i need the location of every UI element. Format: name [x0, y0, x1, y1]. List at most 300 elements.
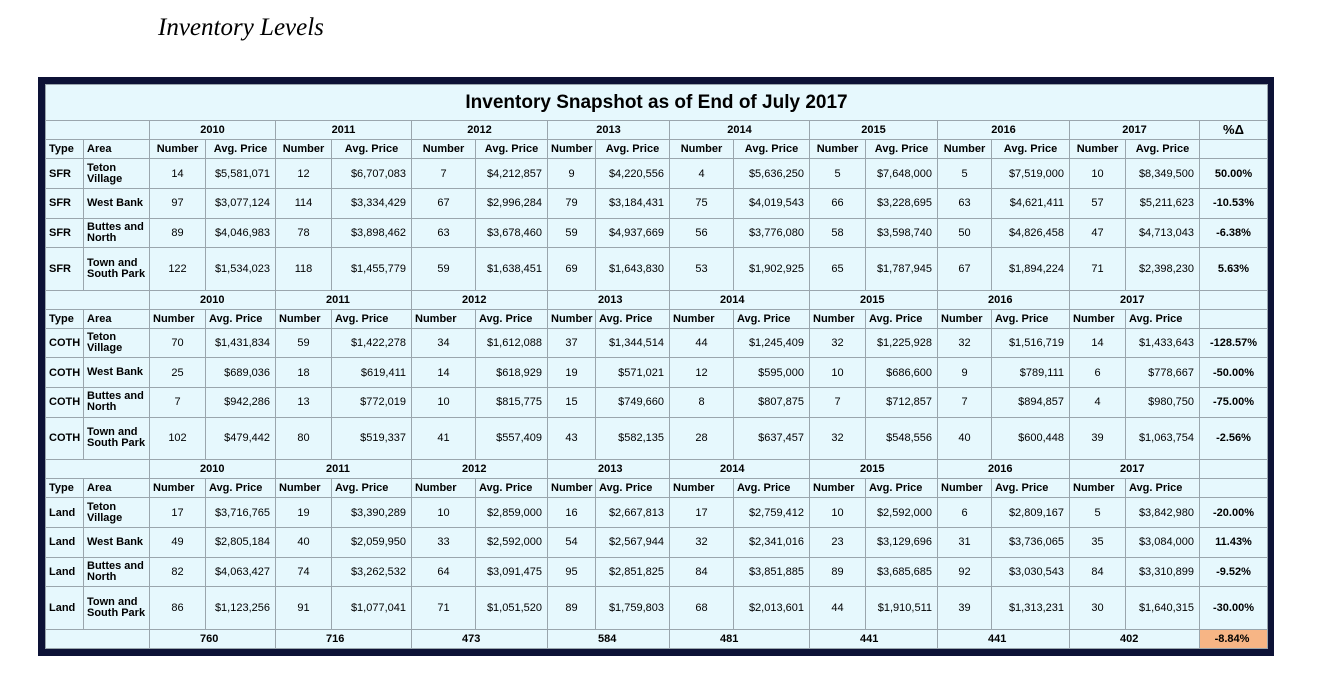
- number-header: Number: [810, 479, 866, 498]
- type-cell: SFR: [46, 188, 84, 218]
- avg-price-cell: $3,184,431: [596, 188, 670, 218]
- number-header: Number: [938, 140, 992, 159]
- avg-price-header: Avg. Price: [596, 479, 670, 498]
- number-header: Number: [150, 309, 206, 328]
- avg-price-cell: $5,211,623: [1126, 188, 1200, 218]
- number-cell: 91: [276, 587, 332, 629]
- year-header: 2013: [548, 121, 670, 140]
- avg-price-header: Avg. Price: [866, 140, 938, 159]
- year-header: 2014: [670, 460, 810, 479]
- area-cell: West Bank: [84, 358, 150, 388]
- number-header: Number: [670, 140, 734, 159]
- number-cell: 23: [810, 527, 866, 557]
- number-header: Number: [670, 309, 734, 328]
- number-header: Number: [412, 140, 476, 159]
- number-cell: 17: [670, 498, 734, 528]
- blank-cell: [1200, 140, 1268, 159]
- avg-price-cell: $3,390,289: [332, 498, 412, 528]
- totals-row: [46, 629, 1268, 648]
- number-header: Number: [548, 309, 596, 328]
- number-cell: 10: [412, 498, 476, 528]
- table-row: [46, 248, 1268, 290]
- number-cell: 68: [670, 587, 734, 629]
- number-cell: 10: [810, 358, 866, 388]
- total-cell: 481: [670, 629, 810, 648]
- year-header: 2014: [670, 121, 810, 140]
- avg-price-cell: $1,433,643: [1126, 328, 1200, 358]
- table-row: [46, 159, 1268, 189]
- table-row: [46, 587, 1268, 629]
- avg-price-cell: $789,111: [992, 358, 1070, 388]
- number-cell: 63: [938, 188, 992, 218]
- avg-price-cell: $1,516,719: [992, 328, 1070, 358]
- type-header: Type: [46, 479, 84, 498]
- avg-price-header: Avg. Price: [596, 309, 670, 328]
- blank-cell: [1200, 460, 1268, 479]
- pct-change-cell: -50.00%: [1200, 358, 1268, 388]
- avg-price-header: Avg. Price: [1126, 140, 1200, 159]
- number-cell: 39: [938, 587, 992, 629]
- avg-price-cell: $1,534,023: [206, 248, 276, 290]
- number-cell: 4: [670, 159, 734, 189]
- avg-price-cell: $3,030,543: [992, 557, 1070, 587]
- number-cell: 65: [810, 248, 866, 290]
- blank-cell: [46, 629, 150, 648]
- area-cell: Teton Village: [84, 159, 150, 189]
- table-row: [46, 188, 1268, 218]
- number-cell: 8: [670, 388, 734, 418]
- number-cell: 30: [1070, 587, 1126, 629]
- year-header: 2017: [1070, 290, 1200, 309]
- avg-price-header: Avg. Price: [332, 140, 412, 159]
- number-cell: 19: [548, 358, 596, 388]
- pct-change-cell: 5.63%: [1200, 248, 1268, 290]
- table-row: [46, 498, 1268, 528]
- avg-price-cell: $2,013,601: [734, 587, 810, 629]
- avg-price-cell: $1,431,834: [206, 328, 276, 358]
- type-cell: Land: [46, 527, 84, 557]
- number-cell: 40: [276, 527, 332, 557]
- avg-price-cell: $595,000: [734, 358, 810, 388]
- number-cell: 58: [810, 218, 866, 248]
- avg-price-cell: $1,638,451: [476, 248, 548, 290]
- avg-price-cell: $3,077,124: [206, 188, 276, 218]
- avg-price-cell: $1,051,520: [476, 587, 548, 629]
- blank-cell: [46, 121, 150, 140]
- avg-price-cell: $5,636,250: [734, 159, 810, 189]
- number-cell: 16: [548, 498, 596, 528]
- total-cell: 441: [938, 629, 1070, 648]
- pct-change-cell: -128.57%: [1200, 328, 1268, 358]
- avg-price-header: Avg. Price: [734, 140, 810, 159]
- avg-price-cell: $1,245,409: [734, 328, 810, 358]
- avg-price-cell: $2,667,813: [596, 498, 670, 528]
- avg-price-cell: $1,640,315: [1126, 587, 1200, 629]
- type-cell: SFR: [46, 218, 84, 248]
- number-cell: 17: [150, 498, 206, 528]
- blank-cell: [1200, 309, 1268, 328]
- avg-price-cell: $571,021: [596, 358, 670, 388]
- avg-price-cell: $5,581,071: [206, 159, 276, 189]
- avg-price-cell: $4,220,556: [596, 159, 670, 189]
- area-cell: West Bank: [84, 188, 150, 218]
- number-cell: 89: [548, 587, 596, 629]
- table-row: [46, 557, 1268, 587]
- avg-price-header: Avg. Price: [866, 309, 938, 328]
- number-header: Number: [1070, 140, 1126, 159]
- number-cell: 7: [412, 159, 476, 189]
- number-cell: 66: [810, 188, 866, 218]
- number-cell: 5: [1070, 498, 1126, 528]
- type-cell: COTH: [46, 388, 84, 418]
- avg-price-cell: $2,398,230: [1126, 248, 1200, 290]
- inventory-table-frame: [38, 77, 1274, 656]
- avg-price-header: Avg. Price: [1126, 479, 1200, 498]
- avg-price-header: Avg. Price: [332, 479, 412, 498]
- pct-change-cell: -9.52%: [1200, 557, 1268, 587]
- number-cell: 71: [412, 587, 476, 629]
- year-header: 2016: [938, 460, 1070, 479]
- number-cell: 50: [938, 218, 992, 248]
- avg-price-cell: $1,077,041: [332, 587, 412, 629]
- number-cell: 25: [150, 358, 206, 388]
- number-cell: 32: [670, 527, 734, 557]
- avg-price-cell: $600,448: [992, 417, 1070, 459]
- type-cell: COTH: [46, 358, 84, 388]
- avg-price-cell: $2,341,016: [734, 527, 810, 557]
- number-cell: 97: [150, 188, 206, 218]
- year-header: 2012: [412, 121, 548, 140]
- number-cell: 95: [548, 557, 596, 587]
- blank-cell: [1200, 479, 1268, 498]
- type-cell: Land: [46, 587, 84, 629]
- table-row: [46, 218, 1268, 248]
- inventory-table: [45, 84, 1268, 649]
- avg-price-header: Avg. Price: [476, 140, 548, 159]
- number-cell: 102: [150, 417, 206, 459]
- area-header: Area: [84, 309, 150, 328]
- avg-price-cell: $1,787,945: [866, 248, 938, 290]
- avg-price-cell: $980,750: [1126, 388, 1200, 418]
- year-header: 2013: [548, 460, 670, 479]
- avg-price-header: Avg. Price: [866, 479, 938, 498]
- pct-change-cell: -10.53%: [1200, 188, 1268, 218]
- year-header: 2011: [276, 121, 412, 140]
- number-cell: 59: [276, 328, 332, 358]
- avg-price-cell: $3,091,475: [476, 557, 548, 587]
- avg-price-cell: $3,084,000: [1126, 527, 1200, 557]
- year-header: 2011: [276, 290, 412, 309]
- number-cell: 12: [670, 358, 734, 388]
- pct-change-header: %Δ: [1200, 121, 1268, 140]
- number-cell: 19: [276, 498, 332, 528]
- avg-price-cell: $807,875: [734, 388, 810, 418]
- avg-price-cell: $2,851,825: [596, 557, 670, 587]
- avg-price-cell: $1,612,088: [476, 328, 548, 358]
- avg-price-cell: $689,036: [206, 358, 276, 388]
- total-cell: 716: [276, 629, 412, 648]
- number-cell: 41: [412, 417, 476, 459]
- year-header: 2015: [810, 121, 938, 140]
- avg-price-cell: $3,310,899: [1126, 557, 1200, 587]
- avg-price-cell: $4,621,411: [992, 188, 1070, 218]
- type-cell: Land: [46, 557, 84, 587]
- avg-price-cell: $4,937,669: [596, 218, 670, 248]
- number-header: Number: [412, 479, 476, 498]
- number-cell: 5: [938, 159, 992, 189]
- number-cell: 43: [548, 417, 596, 459]
- pct-change-cell: 11.43%: [1200, 527, 1268, 557]
- pct-change-cell: -30.00%: [1200, 587, 1268, 629]
- number-header: Number: [548, 140, 596, 159]
- number-cell: 7: [810, 388, 866, 418]
- number-cell: 71: [1070, 248, 1126, 290]
- number-cell: 92: [938, 557, 992, 587]
- avg-price-cell: $778,667: [1126, 358, 1200, 388]
- avg-price-header: Avg. Price: [734, 479, 810, 498]
- avg-price-header: Avg. Price: [206, 140, 276, 159]
- avg-price-cell: $479,442: [206, 417, 276, 459]
- number-cell: 70: [150, 328, 206, 358]
- avg-price-cell: $3,334,429: [332, 188, 412, 218]
- avg-price-cell: $2,805,184: [206, 527, 276, 557]
- number-header: Number: [670, 479, 734, 498]
- number-cell: 57: [1070, 188, 1126, 218]
- avg-price-cell: $942,286: [206, 388, 276, 418]
- number-header: Number: [1070, 479, 1126, 498]
- type-cell: COTH: [46, 417, 84, 459]
- number-cell: 14: [412, 358, 476, 388]
- avg-price-header: Avg. Price: [476, 479, 548, 498]
- avg-price-cell: $1,455,779: [332, 248, 412, 290]
- year-header: 2015: [810, 290, 938, 309]
- avg-price-cell: $1,422,278: [332, 328, 412, 358]
- avg-price-cell: $4,019,543: [734, 188, 810, 218]
- number-header: Number: [938, 309, 992, 328]
- area-header: Area: [84, 479, 150, 498]
- number-cell: 34: [412, 328, 476, 358]
- avg-price-cell: $3,262,532: [332, 557, 412, 587]
- avg-price-cell: $2,567,944: [596, 527, 670, 557]
- number-header: Number: [276, 479, 332, 498]
- avg-price-cell: $557,409: [476, 417, 548, 459]
- avg-price-cell: $894,857: [992, 388, 1070, 418]
- avg-price-cell: $3,685,685: [866, 557, 938, 587]
- avg-price-cell: $7,519,000: [992, 159, 1070, 189]
- area-cell: Town and South Park: [84, 248, 150, 290]
- number-cell: 39: [1070, 417, 1126, 459]
- number-header: Number: [1070, 309, 1126, 328]
- number-cell: 7: [150, 388, 206, 418]
- table-row: [46, 358, 1268, 388]
- avg-price-cell: $3,678,460: [476, 218, 548, 248]
- number-cell: 59: [412, 248, 476, 290]
- number-cell: 32: [938, 328, 992, 358]
- number-header: Number: [150, 479, 206, 498]
- number-cell: 47: [1070, 218, 1126, 248]
- year-header-row: [46, 460, 1268, 479]
- area-cell: Buttes and North: [84, 218, 150, 248]
- title-row: [46, 85, 1268, 121]
- number-cell: 44: [670, 328, 734, 358]
- avg-price-cell: $4,713,043: [1126, 218, 1200, 248]
- avg-price-cell: $618,929: [476, 358, 548, 388]
- number-cell: 59: [548, 218, 596, 248]
- year-header: 2016: [938, 290, 1070, 309]
- blank-cell: [46, 290, 150, 309]
- pct-change-cell: -20.00%: [1200, 498, 1268, 528]
- type-header: Type: [46, 140, 84, 159]
- number-header: Number: [938, 479, 992, 498]
- number-cell: 63: [412, 218, 476, 248]
- number-cell: 89: [150, 218, 206, 248]
- avg-price-cell: $3,716,765: [206, 498, 276, 528]
- avg-price-header: Avg. Price: [206, 479, 276, 498]
- total-cell: 473: [412, 629, 548, 648]
- year-header: 2012: [412, 290, 548, 309]
- number-cell: 64: [412, 557, 476, 587]
- table-title: Inventory Snapshot as of End of July 2017: [46, 85, 1268, 121]
- avg-price-cell: $772,019: [332, 388, 412, 418]
- avg-price-cell: $3,228,695: [866, 188, 938, 218]
- year-header: 2010: [150, 121, 276, 140]
- number-cell: 84: [1070, 557, 1126, 587]
- avg-price-cell: $3,129,696: [866, 527, 938, 557]
- avg-price-cell: $6,707,083: [332, 159, 412, 189]
- avg-price-cell: $1,759,803: [596, 587, 670, 629]
- avg-price-cell: $3,898,462: [332, 218, 412, 248]
- avg-price-cell: $2,059,950: [332, 527, 412, 557]
- avg-price-header: Avg. Price: [1126, 309, 1200, 328]
- number-header: Number: [276, 140, 332, 159]
- avg-price-header: Avg. Price: [206, 309, 276, 328]
- number-header: Number: [150, 140, 206, 159]
- total-change-cell: -8.84%: [1200, 629, 1268, 648]
- area-cell: Buttes and North: [84, 388, 150, 418]
- year-header: 2014: [670, 290, 810, 309]
- number-cell: 74: [276, 557, 332, 587]
- number-header: Number: [412, 309, 476, 328]
- avg-price-cell: $548,556: [866, 417, 938, 459]
- number-cell: 54: [548, 527, 596, 557]
- number-cell: 80: [276, 417, 332, 459]
- pct-change-cell: -6.38%: [1200, 218, 1268, 248]
- avg-price-cell: $619,411: [332, 358, 412, 388]
- number-cell: 82: [150, 557, 206, 587]
- number-header: Number: [548, 479, 596, 498]
- avg-price-header: Avg. Price: [476, 309, 548, 328]
- total-cell: 760: [150, 629, 276, 648]
- number-cell: 12: [276, 159, 332, 189]
- number-cell: 31: [938, 527, 992, 557]
- blank-cell: [1200, 290, 1268, 309]
- column-header-row: [46, 140, 1268, 159]
- year-header: 2013: [548, 290, 670, 309]
- year-header: 2017: [1070, 121, 1200, 140]
- number-cell: 13: [276, 388, 332, 418]
- number-cell: 15: [548, 388, 596, 418]
- total-cell: 402: [1070, 629, 1200, 648]
- page-heading: Inventory Levels: [158, 14, 324, 41]
- number-cell: 40: [938, 417, 992, 459]
- avg-price-cell: $1,063,754: [1126, 417, 1200, 459]
- type-header: Type: [46, 309, 84, 328]
- number-cell: 79: [548, 188, 596, 218]
- avg-price-cell: $582,135: [596, 417, 670, 459]
- number-cell: 33: [412, 527, 476, 557]
- avg-price-cell: $1,910,511: [866, 587, 938, 629]
- avg-price-cell: $2,759,412: [734, 498, 810, 528]
- number-cell: 7: [938, 388, 992, 418]
- number-cell: 114: [276, 188, 332, 218]
- number-cell: 67: [412, 188, 476, 218]
- area-cell: West Bank: [84, 527, 150, 557]
- number-cell: 118: [276, 248, 332, 290]
- avg-price-cell: $3,736,065: [992, 527, 1070, 557]
- year-header: 2017: [1070, 460, 1200, 479]
- area-cell: Town and South Park: [84, 587, 150, 629]
- number-cell: 5: [810, 159, 866, 189]
- avg-price-cell: $3,851,885: [734, 557, 810, 587]
- avg-price-cell: $519,337: [332, 417, 412, 459]
- avg-price-cell: $3,598,740: [866, 218, 938, 248]
- number-cell: 28: [670, 417, 734, 459]
- avg-price-cell: $1,123,256: [206, 587, 276, 629]
- year-header-row: [46, 121, 1268, 140]
- type-cell: Land: [46, 498, 84, 528]
- number-cell: 67: [938, 248, 992, 290]
- number-cell: 10: [810, 498, 866, 528]
- avg-price-cell: $2,592,000: [866, 498, 938, 528]
- number-header: Number: [276, 309, 332, 328]
- number-cell: 32: [810, 328, 866, 358]
- avg-price-cell: $2,996,284: [476, 188, 548, 218]
- number-cell: 10: [412, 388, 476, 418]
- avg-price-cell: $4,826,458: [992, 218, 1070, 248]
- number-cell: 35: [1070, 527, 1126, 557]
- avg-price-cell: $8,349,500: [1126, 159, 1200, 189]
- avg-price-header: Avg. Price: [596, 140, 670, 159]
- avg-price-cell: $686,600: [866, 358, 938, 388]
- number-cell: 86: [150, 587, 206, 629]
- avg-price-header: Avg. Price: [734, 309, 810, 328]
- avg-price-cell: $1,313,231: [992, 587, 1070, 629]
- number-cell: 6: [938, 498, 992, 528]
- pct-change-cell: -75.00%: [1200, 388, 1268, 418]
- number-cell: 78: [276, 218, 332, 248]
- number-cell: 75: [670, 188, 734, 218]
- number-cell: 122: [150, 248, 206, 290]
- year-header: 2010: [150, 290, 276, 309]
- table-row: [46, 527, 1268, 557]
- total-cell: 441: [810, 629, 938, 648]
- avg-price-header: Avg. Price: [992, 309, 1070, 328]
- avg-price-cell: $1,344,514: [596, 328, 670, 358]
- number-cell: 44: [810, 587, 866, 629]
- column-header-row: [46, 479, 1268, 498]
- area-cell: Teton Village: [84, 498, 150, 528]
- number-cell: 69: [548, 248, 596, 290]
- avg-price-cell: $4,212,857: [476, 159, 548, 189]
- number-header: Number: [810, 309, 866, 328]
- avg-price-cell: $4,063,427: [206, 557, 276, 587]
- year-header: 2016: [938, 121, 1070, 140]
- avg-price-header: Avg. Price: [332, 309, 412, 328]
- table-row: [46, 417, 1268, 459]
- number-cell: 9: [938, 358, 992, 388]
- number-cell: 56: [670, 218, 734, 248]
- avg-price-cell: $1,894,224: [992, 248, 1070, 290]
